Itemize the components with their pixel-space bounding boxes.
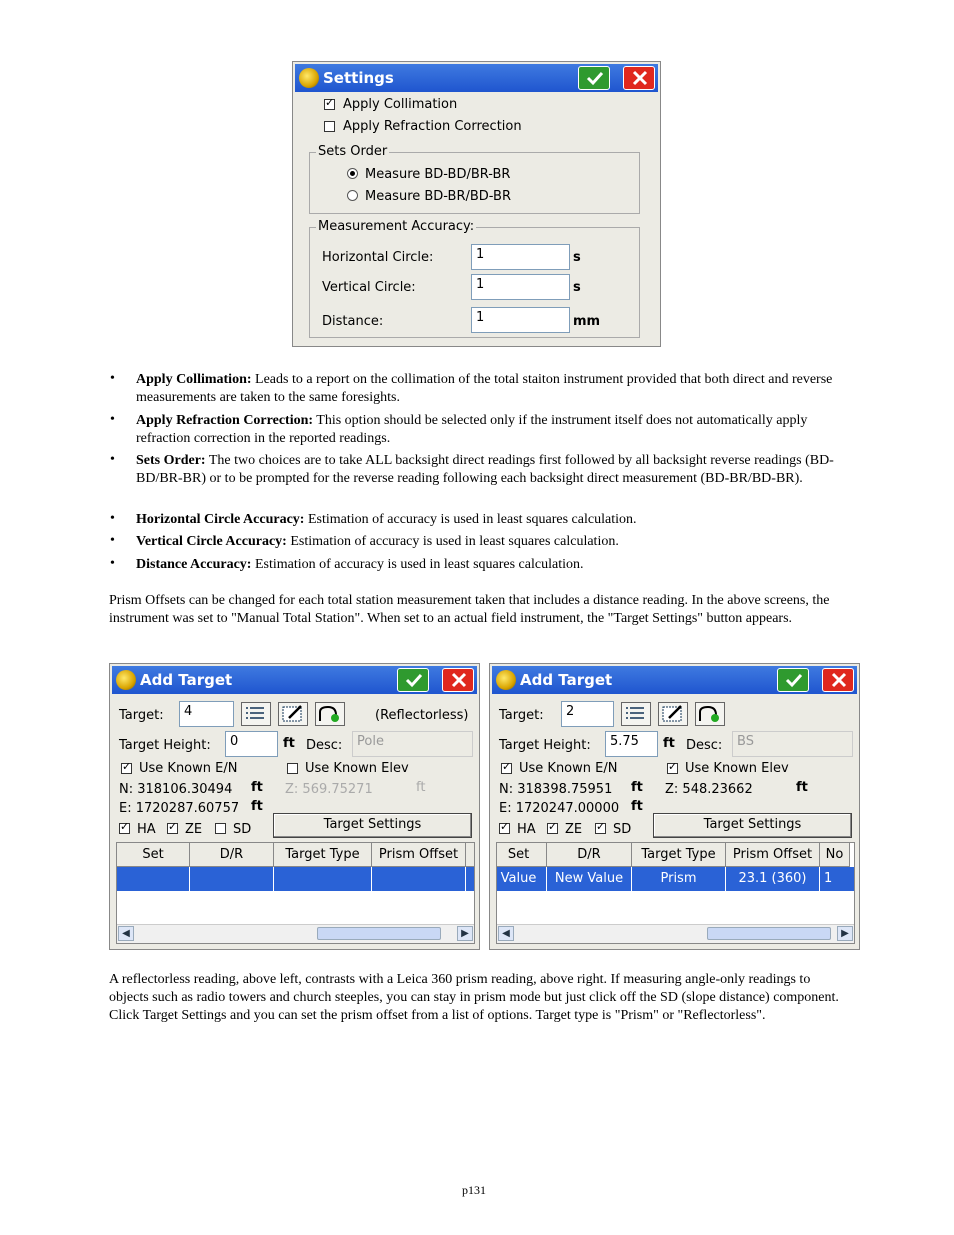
bullet-term: Apply Collimation: (136, 372, 252, 387)
bullet-marker: • (110, 556, 115, 571)
column-header[interactable]: Prism Offset (726, 843, 820, 867)
column-header[interactable]: Target Type (274, 843, 372, 867)
bullet-text: Estimation of accuracy is used in least squares calculation. (304, 512, 637, 527)
bullet-text: Estimation of accuracy is used in least squares calculation. (286, 534, 619, 549)
elevation-unit: ft (416, 780, 426, 795)
settings-title: Settings (323, 69, 394, 87)
close-icon (450, 672, 468, 688)
bullet-marker: • (110, 533, 115, 548)
target-input[interactable]: 2 (561, 701, 614, 727)
use-known-elev-label: Use Known Elev (685, 761, 789, 776)
scroll-right-icon[interactable]: ▶ (457, 926, 473, 941)
add-target-title: Add Target (520, 671, 613, 689)
close-button[interactable] (442, 668, 474, 692)
settings-dialog (292, 61, 661, 347)
elevation-value: Z: 548.23662 (665, 782, 753, 797)
measurement-accuracy-group (309, 219, 640, 338)
apply-collimation-label: Apply Collimation (343, 97, 458, 112)
close-button[interactable] (623, 66, 655, 90)
horizontal-circle-input[interactable]: 1 (471, 244, 570, 270)
column-header[interactable]: No (820, 843, 850, 867)
northing-value: N: 318106.30494 (119, 782, 233, 797)
reflectorless-label: (Reflectorless) (375, 708, 469, 723)
page-number: p131 (462, 1183, 486, 1197)
ok-button[interactable] (777, 668, 809, 692)
column-header[interactable]: Prism Offset (372, 843, 466, 867)
sd-checkbox[interactable] (215, 823, 226, 834)
column-header[interactable]: Set (496, 843, 547, 867)
desc-label: Desc: (686, 738, 723, 753)
bullet-text: Leads to a report on the collimation of the total staiton instrument provided that both direct and reverse measurements are taken to the same foresights. (136, 372, 833, 405)
ze-label: ZE (565, 822, 583, 837)
bullet-term: Distance Accuracy: (136, 557, 252, 572)
bullet-item (136, 412, 836, 448)
add-target-dialog-left (109, 663, 480, 950)
use-known-elev-checkbox[interactable] (287, 763, 298, 774)
list-icon[interactable] (621, 702, 651, 726)
target-input[interactable]: 4 (179, 701, 234, 727)
grid-cell[interactable] (274, 867, 372, 891)
northing-value: N: 318398.75951 (499, 782, 613, 797)
check-icon (405, 672, 423, 688)
sd-label: SD (233, 822, 252, 837)
bullet-item (136, 511, 836, 529)
bullet-item (136, 452, 836, 488)
ha-checkbox[interactable] (499, 823, 510, 834)
easting-value: E: 1720247.00000 (499, 801, 620, 816)
grid-cell[interactable] (117, 867, 190, 891)
distance-unit: mm (573, 314, 601, 329)
bullet-term: Apply Refraction Correction: (136, 413, 314, 428)
check-icon (785, 672, 803, 688)
ha-label: HA (517, 822, 536, 837)
scroll-left-icon[interactable]: ◀ (118, 926, 134, 941)
target-height-label: Target Height: (119, 738, 211, 753)
app-logo-icon (299, 68, 319, 88)
edit-icon[interactable] (658, 702, 688, 726)
close-icon (830, 672, 848, 688)
desc-input[interactable]: Pole (352, 731, 473, 757)
scroll-right-icon[interactable]: ▶ (837, 926, 853, 941)
target-height-unit: ft (663, 736, 675, 751)
ok-button[interactable] (578, 66, 610, 90)
bullet-marker: • (110, 412, 115, 427)
ha-checkbox[interactable] (119, 823, 130, 834)
app-logo-icon (116, 670, 136, 690)
grid-cell[interactable] (372, 867, 466, 891)
easting-unit: ft (251, 799, 263, 814)
instrument-icon[interactable] (695, 702, 725, 726)
vertical-circle-input[interactable]: 1 (471, 274, 570, 300)
edit-icon[interactable] (278, 702, 308, 726)
easting-value: E: 1720287.60757 (119, 801, 240, 816)
bullet-item (136, 371, 836, 407)
use-known-en-checkbox[interactable] (501, 763, 512, 774)
column-header-extra (466, 843, 475, 867)
bullet-term: Horizontal Circle Accuracy: (136, 512, 305, 527)
instrument-icon[interactable] (315, 702, 345, 726)
column-header[interactable]: Set (117, 843, 190, 867)
grid-cell[interactable]: New Value (547, 867, 632, 891)
list-icon[interactable] (241, 702, 271, 726)
column-header[interactable]: D/R (190, 843, 274, 867)
target-height-input[interactable]: 0 (225, 731, 278, 757)
target-settings-button[interactable]: Target Settings (653, 813, 852, 838)
paragraph-reflectorless: A reflectorless reading, above left, contrasts with a Leica 360 prism reading, above right. If measuring angle-only readings to objects such as radio towers and church steeples, you can stay in prism mode but just click off the SD (slope distance) component. Click Target Settings and you can set the prism offset from a list of options. Target type is "Prism" or "Reflectorless". (109, 972, 839, 1023)
distance-label: Distance: (322, 314, 384, 329)
horizontal-scrollbar[interactable] (117, 924, 474, 943)
settings-titlebar (295, 64, 658, 92)
radio-bd-br-bd-br-label: Measure BD-BR/BD-BR (365, 189, 511, 204)
use-known-en-checkbox[interactable] (121, 763, 132, 774)
use-known-en-label: Use Known E/N (139, 761, 238, 776)
bullet-marker: • (110, 452, 115, 467)
horizontal-scrollbar[interactable] (497, 924, 854, 943)
bullet-text: This option should be selected only if the instrument itself does not automatically apply refraction correction in the reported readings. (136, 413, 808, 446)
column-header[interactable]: Target Type (632, 843, 726, 867)
bullet-text: The two choices are to take ALL backsight direct readings first followed by all backsight reverse readings (BD-BD/BR-BR) or to be prompted for the reverse reading following each backsight direct measurement (BD-BR/BD-BR). (136, 453, 834, 486)
sets-order-label: Sets Order (318, 144, 388, 159)
apply-refraction-checkbox[interactable] (324, 121, 335, 132)
target-label: Target: (119, 708, 164, 723)
vertical-circle-unit: s (573, 280, 581, 295)
add-target-titlebar (492, 666, 857, 694)
ok-button[interactable] (397, 668, 429, 692)
radio-bd-bd-br-br[interactable] (347, 168, 358, 179)
desc-label: Desc: (306, 738, 343, 753)
ze-checkbox[interactable] (167, 823, 178, 834)
bullet-text: Estimation of accuracy is used in least squares calculation. (251, 557, 584, 572)
bullet-term: Sets Order: (136, 453, 206, 468)
ze-checkbox[interactable] (547, 823, 558, 834)
check-icon (586, 70, 604, 86)
bullet-item (136, 533, 836, 551)
apply-collimation-checkbox[interactable] (324, 99, 335, 110)
add-target-title: Add Target (140, 671, 233, 689)
ze-label: ZE (185, 822, 203, 837)
distance-input[interactable]: 1 (471, 307, 570, 333)
close-button[interactable] (822, 668, 854, 692)
column-header[interactable]: D/R (547, 843, 632, 867)
use-known-elev-label: Use Known Elev (305, 761, 409, 776)
sd-checkbox[interactable] (595, 823, 606, 834)
target-settings-button[interactable]: Target Settings (273, 813, 472, 838)
radio-bd-br-bd-br[interactable] (347, 190, 358, 201)
elevation-unit: ft (796, 780, 808, 795)
close-icon (631, 70, 649, 86)
horizontal-circle-unit: s (573, 250, 581, 265)
sd-label: SD (613, 822, 632, 837)
bullet-marker: • (110, 511, 115, 526)
sets-grid (116, 842, 475, 944)
grid-cell[interactable]: 23.1 (360) (726, 867, 820, 891)
easting-unit: ft (631, 799, 643, 814)
apply-refraction-label: Apply Refraction Correction (343, 119, 522, 134)
use-known-elev-checkbox[interactable] (667, 763, 678, 774)
target-height-label: Target Height: (499, 738, 591, 753)
grid-cell[interactable] (466, 867, 475, 891)
app-logo-icon (496, 670, 516, 690)
bullet-item (136, 556, 836, 574)
add-target-titlebar (112, 666, 477, 694)
target-height-unit: ft (283, 736, 295, 751)
sets-grid (496, 842, 855, 944)
target-height-input[interactable]: 5.75 (605, 731, 658, 757)
desc-input[interactable]: BS (732, 731, 853, 757)
elevation-value: Z: 569.75271 (285, 782, 373, 797)
radio-bd-bd-br-br-label: Measure BD-BD/BR-BR (365, 167, 511, 182)
vertical-circle-label: Vertical Circle: (322, 280, 416, 295)
bullet-marker: • (110, 371, 115, 386)
scroll-left-icon[interactable]: ◀ (498, 926, 514, 941)
grid-cell[interactable] (190, 867, 274, 891)
ha-label: HA (137, 822, 156, 837)
sets-order-group (309, 144, 640, 214)
bullet-term: Vertical Circle Accuracy: (136, 534, 287, 549)
scroll-thumb[interactable] (707, 927, 831, 940)
grid-cell[interactable]: Value (496, 867, 547, 891)
paragraph-prism-offsets: Prism Offsets can be changed for each total station measurement taken that includes a distance reading. In the above screens, the instrument was set to "Manual Total Station". When set to an actual field instrument, the "Target Settings" button appears. (109, 593, 830, 626)
northing-unit: ft (251, 780, 263, 795)
northing-unit: ft (631, 780, 643, 795)
scroll-thumb[interactable] (317, 927, 441, 940)
target-label: Target: (499, 708, 544, 723)
use-known-en-label: Use Known E/N (519, 761, 618, 776)
grid-cell[interactable]: 1 (820, 867, 855, 891)
horizontal-circle-label: Horizontal Circle: (322, 250, 434, 265)
measurement-accuracy-label: Measurement Accuracy: (318, 219, 475, 234)
add-target-dialog-right (489, 663, 860, 950)
grid-cell[interactable]: Prism (632, 867, 726, 891)
